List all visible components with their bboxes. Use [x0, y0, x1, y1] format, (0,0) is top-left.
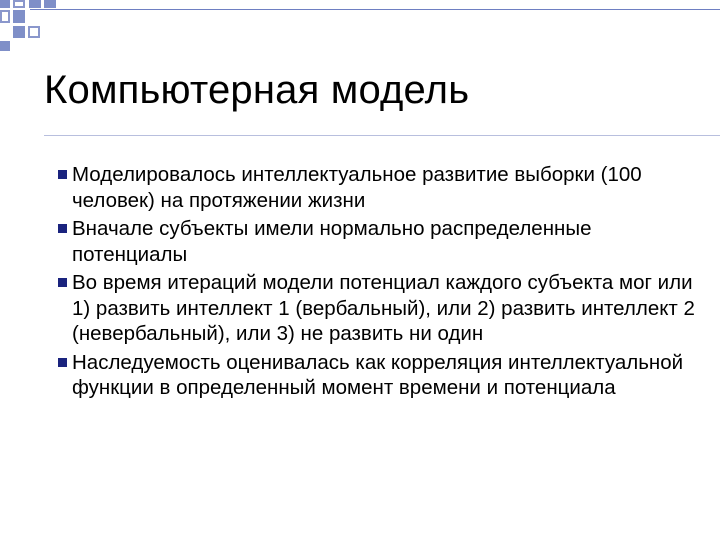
bullet-text: Вначале субъекты имели нормально распределенные потенциалы: [72, 217, 592, 266]
bullet-text: Во время итераций модели потенциал каждого субъекта мог или 1) развить интеллект 1 (вербальный), или 2) развить интеллект 2 (невербальный), или 3) не развить ни один: [72, 271, 695, 345]
decor-square: [0, 0, 10, 8]
slide-title: Компьютерная модель: [44, 68, 470, 112]
decor-square: [13, 10, 25, 23]
bullet-list: [58, 162, 698, 404]
square-bullet-icon: [58, 358, 67, 367]
square-bullet-icon: [58, 278, 67, 287]
decor-square: [13, 26, 25, 38]
bullet-item: [58, 216, 698, 267]
square-bullet-icon: [58, 224, 67, 233]
bullet-item: [58, 270, 698, 347]
decor-square: [44, 0, 56, 8]
bullet-item: [58, 350, 698, 401]
title-divider: [44, 135, 720, 136]
decor-square: [0, 41, 10, 51]
decor-square: [0, 10, 10, 23]
header-line: [30, 9, 720, 10]
decor-square: [13, 0, 25, 8]
bullet-text: Наследуемость оценивалась как корреляция интеллектуальной функции в определенный момент времени и потенциала: [72, 350, 684, 399]
bullet-text: Моделировалось интеллектуальное развитие выборки (100 человек) на протяжении жизни: [72, 163, 642, 212]
bullet-item: [58, 162, 698, 213]
decor-square: [28, 26, 40, 38]
decor-square: [29, 0, 41, 8]
square-bullet-icon: [58, 170, 67, 179]
